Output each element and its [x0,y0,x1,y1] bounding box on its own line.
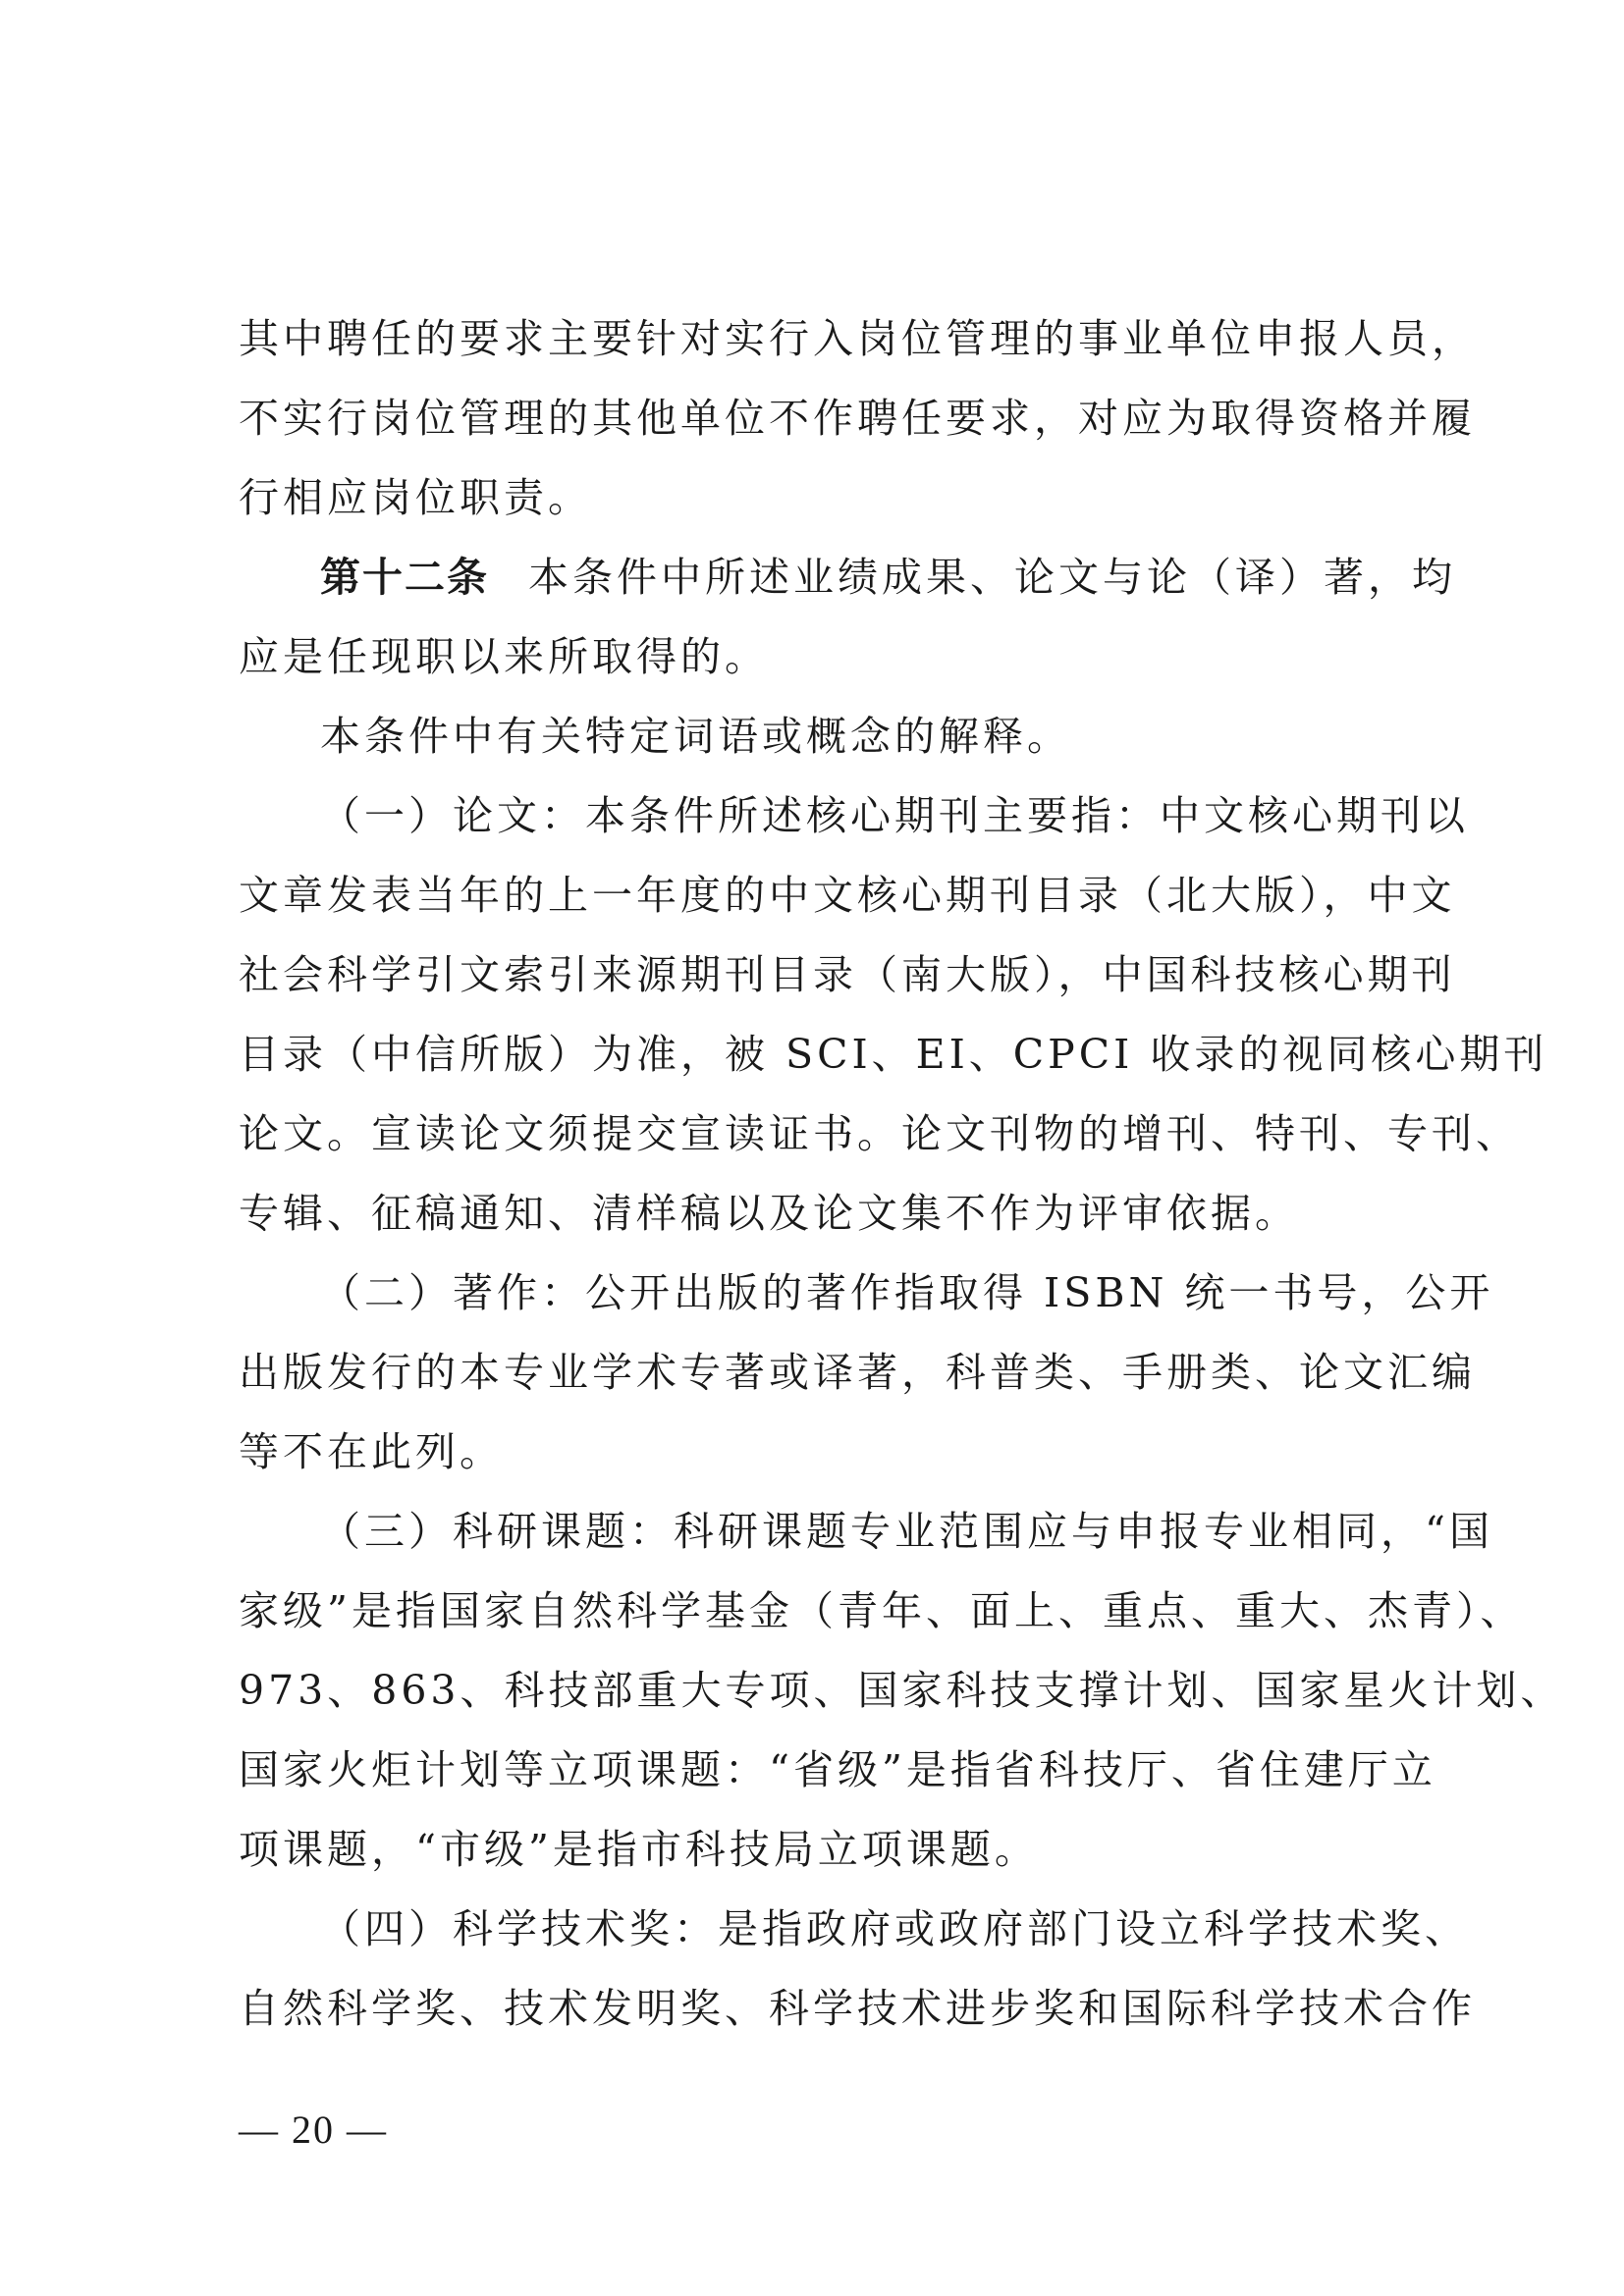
article-text: 本条件中所述业绩成果、论文与论（译）著，均 [528,554,1456,601]
item-3-line: 973、863、科技部重大专项、国家科技支撑计划、国家星火计划、 [239,1667,1565,1714]
item-4-line: 自然科学奖、技术发明奖、科学技术进步奖和国际科学技术合作 [239,1985,1476,2032]
paragraph-line: 行相应岗位职责。 [239,474,592,521]
item-2-line: （二）著作：公开出版的著作指取得 ISBN 统一书号，公开 [320,1269,1494,1316]
item-1-line: （一）论文：本条件所述核心期刊主要指：中文核心期刊以 [320,792,1469,839]
item-2-line: 出版发行的本专业学术专著或译著，科普类、手册类、论文汇编 [239,1349,1476,1396]
item-1-line: 文章发表当年的上一年度的中文核心期刊目录（北大版），中文 [239,872,1456,919]
item-3-line: 国家火炬计划等立项课题：“省级”是指省科技厅、省住建厅立 [239,1746,1436,1793]
paragraph-line: 不实行岗位管理的其他单位不作聘任要求，对应为取得资格并履 [239,395,1476,442]
item-3-line: 项课题，“市级”是指市科技局立项课题。 [239,1826,1039,1873]
article-12-line-2: 应是任现职以来所取得的。 [239,633,769,680]
item-3-line: 家级”是指国家自然科学基金（青年、面上、重点、重大、杰青）、 [239,1587,1525,1634]
page-number: — 20 — [239,2108,388,2152]
article-heading: 第十二条 [320,554,489,601]
document-body [239,299,1565,2049]
item-2-line: 等不在此列。 [239,1428,504,1475]
item-1-line: 专辑、征稿通知、清样稿以及论文集不作为评审依据。 [239,1190,1299,1237]
item-1-line: 论文。宣读论文须提交宣读证书。论文刊物的增刊、特刊、专刊、 [239,1110,1520,1157]
item-1-line: 目录（中信所版）为准，被 SCI、EI、CPCI 收录的视同核心期刊 [239,1031,1548,1078]
article-12-line-1 [239,538,1456,617]
definitions-intro: 本条件中有关特定词语或概念的解释。 [320,713,1071,760]
paragraph-line: 其中聘任的要求主要针对实行入岗位管理的事业单位申报人员， [239,315,1476,362]
item-1-line: 社会科学引文索引来源期刊目录（南大版），中国科技核心期刊 [239,951,1456,998]
item-4-line: （四）科学技术奖：是指政府或政府部门设立科学技术奖、 [320,1905,1469,1952]
item-3-line: （三）科研课题：科研课题专业范围应与申报专业相同，“国 [320,1508,1493,1555]
